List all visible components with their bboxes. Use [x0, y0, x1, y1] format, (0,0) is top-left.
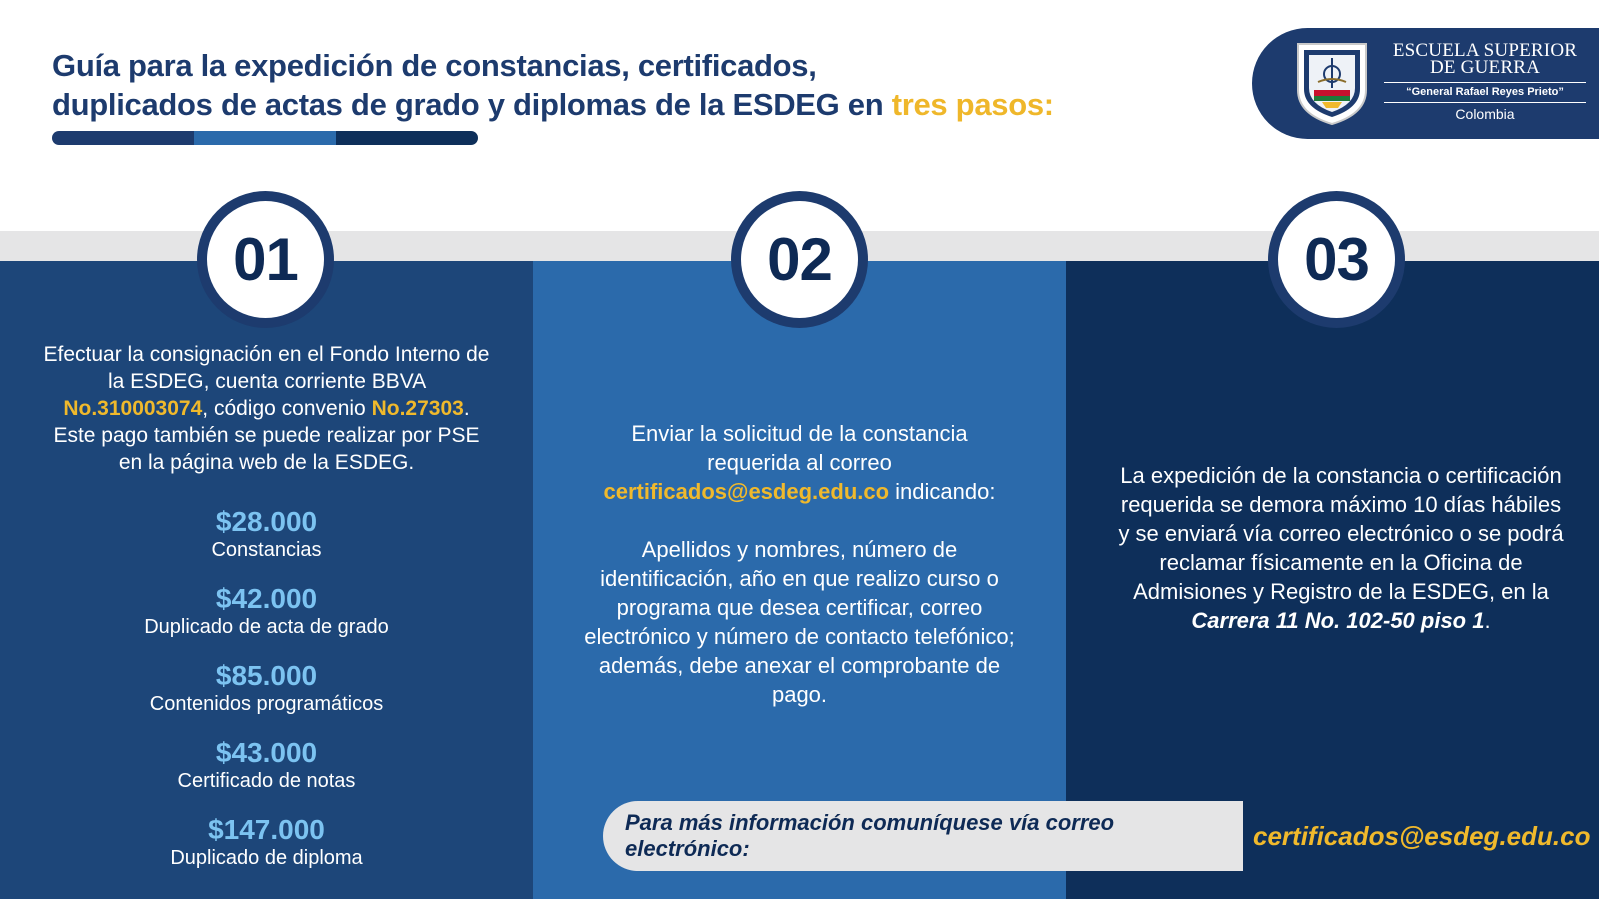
- step-1-text-c: . Este pago también se puede realizar por PSE en la página web de la ESDEG.: [53, 397, 480, 474]
- price-value: $147.000: [208, 814, 325, 845]
- price-value: $43.000: [215, 737, 318, 768]
- title-underline-bar: [52, 131, 478, 145]
- title-line-1: Guía para la expedición de constancias, certificados,: [52, 48, 817, 83]
- price-label: Constancias: [211, 539, 322, 561]
- step-2-email[interactable]: certificados@esdeg.edu.co: [603, 479, 890, 504]
- step-2-details: Apellidos y nombres, número de identificación, año en que realizo curso o programa que desea certificar, correo electrónico y número de contacto telefónico; además, debe anexar el comprobante de pago.: [584, 537, 1015, 707]
- step-2-text-b: indicando:: [895, 479, 996, 504]
- step-1-agreement: No.27303: [371, 397, 464, 420]
- step-3-number-circle: [1268, 191, 1405, 328]
- logo-country: Colombia: [1455, 106, 1515, 122]
- step-1-text-a: Efectuar la consignación en el Fondo Interno de la ESDEG, cuenta corriente BBVA: [43, 343, 490, 393]
- step-1-panel: [0, 261, 533, 899]
- price-item-contenidos: [0, 659, 533, 716]
- price-item-constancias: [0, 505, 533, 562]
- step-1-number: 01: [207, 201, 324, 318]
- title-bar-segment-1: [52, 131, 194, 145]
- price-value: $28.000: [215, 506, 318, 537]
- step-2-number: 02: [741, 201, 858, 318]
- step-1-text: [40, 341, 493, 476]
- price-label: Contenidos programáticos: [149, 693, 384, 715]
- footer-email-link[interactable]: certificados@esdeg.edu.co: [1243, 801, 1599, 871]
- step-3-number: 03: [1278, 201, 1395, 318]
- step-3-address: Carrera 11 No. 102-50 piso 1: [1191, 608, 1485, 633]
- step-2-text-a: Enviar la solicitud de la constancia requerida al correo: [631, 421, 968, 475]
- price-label: Certificado de notas: [177, 770, 356, 792]
- step-3-text-a: La expedición de la constancia o certificación requerida se demora máximo 10 días hábiles y se enviará vía correo electrónico o se podrá reclamar físicamente en la Oficina de Admisiones y Registro de la ESDEG, en la: [1118, 463, 1564, 604]
- logo-name-line-1: ESCUELA SUPERIOR: [1392, 40, 1578, 61]
- step-1-text-b: , código convenio: [202, 397, 366, 420]
- page-title: [52, 46, 1152, 124]
- logo-motto: “General Rafael Reyes Prieto”: [1406, 86, 1564, 98]
- esdeg-shield-icon: [1292, 38, 1372, 128]
- step-2-number-circle: [731, 191, 868, 328]
- logo-rule-bottom: [1384, 102, 1586, 103]
- step-1-number-circle: [197, 191, 334, 328]
- price-label: Duplicado de diploma: [170, 847, 363, 869]
- step-1-account: No.310003074: [63, 397, 203, 420]
- logo-name-line-2: DE GUERRA: [1430, 57, 1540, 78]
- title-line-2: [52, 85, 1152, 124]
- title-bar-segment-2: [194, 131, 336, 145]
- title-highlight: tres pasos:: [891, 87, 1054, 122]
- price-item-certificado-notas: [0, 736, 533, 793]
- title-line-2-text: duplicados de actas de grado y diplomas de la ESDEG en: [52, 87, 884, 122]
- step-3-text-b: .: [1484, 608, 1491, 633]
- title-bar-segment-3: [336, 131, 478, 145]
- logo-rule-top: [1384, 82, 1586, 83]
- price-label: Duplicado de acta de grado: [144, 616, 389, 638]
- step-2-text: [583, 419, 1016, 506]
- logo-text: [1380, 42, 1590, 123]
- footer-info-label: Para más información comuníquese vía correo electrónico:: [603, 801, 1243, 871]
- esdeg-logo: [1252, 28, 1599, 139]
- step-3-text: [1116, 461, 1566, 635]
- price-value: $42.000: [215, 583, 318, 614]
- price-item-duplicado-diploma: [0, 813, 533, 870]
- price-value: $85.000: [215, 660, 318, 691]
- price-item-duplicado-acta: [0, 582, 533, 639]
